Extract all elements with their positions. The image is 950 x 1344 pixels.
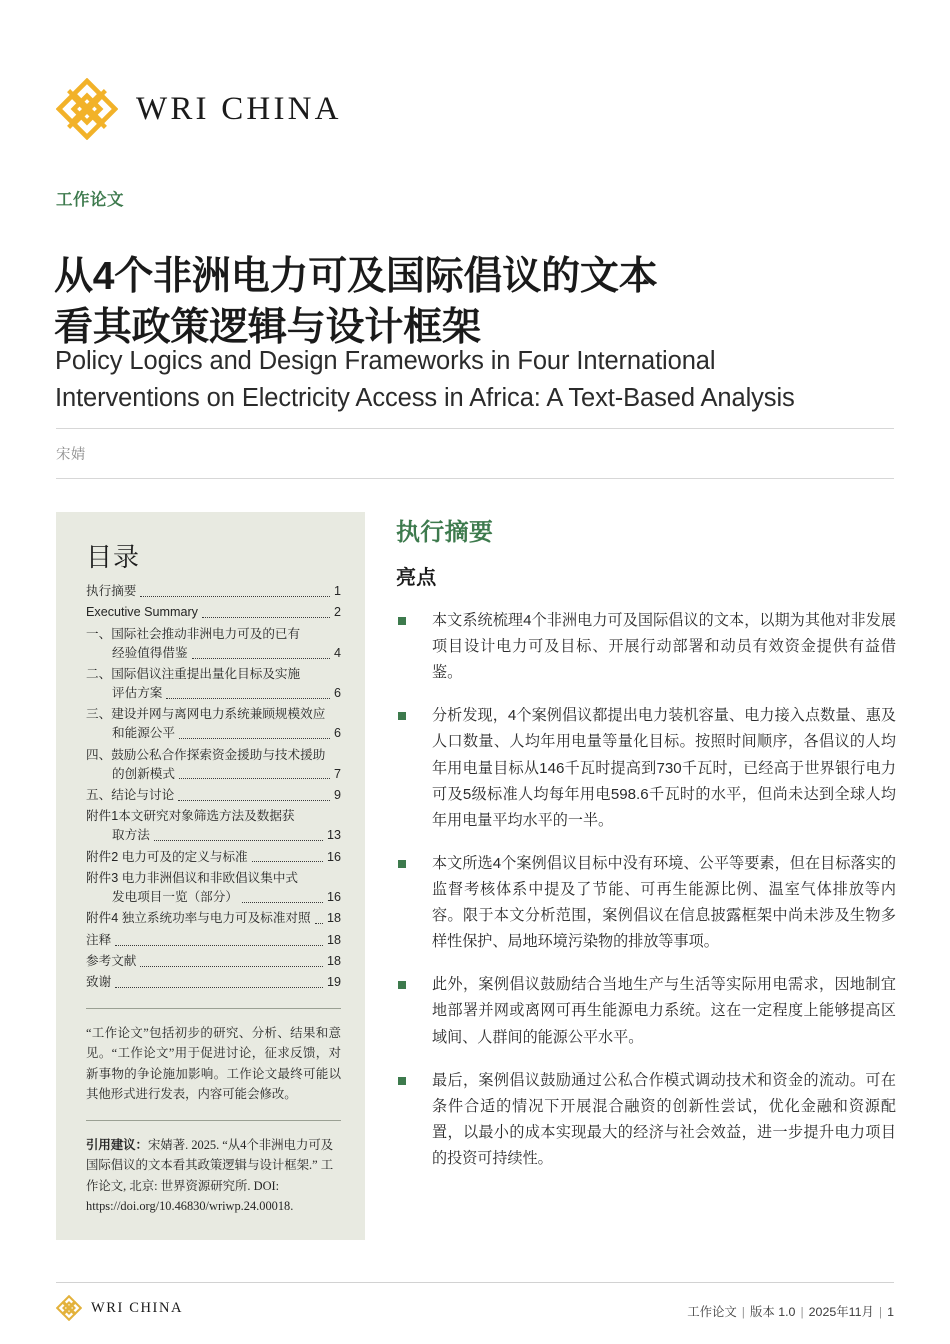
toc-leader-dots [115,986,323,988]
brand-wordmark: WRI CHINA [136,90,342,127]
highlight-text: 最后，案例倡议鼓励通过公私合作模式调动技术和资金的流动。可在条件合适的情况下开展混合融资的创新性尝试，优化金融和资源配置，以最小的成本实现最大的经济与社会效益，进一步提升电力项目的投资可持续性。 [432,1071,896,1167]
toc-leader-dots [179,777,330,779]
footer-version: 版本 1.0 [749,1305,796,1319]
masthead [56,78,342,140]
bullet-square-icon [398,981,406,989]
toc-leader-dots [242,901,323,903]
toc-entry-page: 13 [326,828,341,843]
toc-entry-label: 评估方案 [112,685,163,700]
toc-entry-label: 和能源公平 [112,726,175,741]
toc-leader-dots [140,965,323,967]
working-paper-note: “工作论文”包括初步的研究、分析、结果和意见。“工作论文”用于促进讨论，征求反馈，对新事物的争论施加影响。工作论文最终可能以其他形式进行发表，内容可能会修改。 [86,1026,341,1101]
highlight-text: 本文系统梳理4个非洲电力可及国际倡议的文本，以期为其他对非发展项目设计电力可及目标、开展行动部署和动员有效资金提供有益借鉴。 [432,612,896,682]
toc-entry-label: 附件2 电力可及的定义与标准 [86,849,248,864]
highlight-item [396,972,896,1050]
executive-summary-section [396,512,896,1189]
highlight-text: 分析发现，4个案例倡议都提出电力装机容量、电力接入点数量、惠及人口数量、人均年用电量等量化目标。按照时间顺序，各倡议的人均年用电量目标从146千瓦时提高到730千瓦时，已经高于世界银行电力可及5级标准人均每年用电598.6千瓦时的水平，但尚未达到全球人均年用电量平均水平的一半。 [432,707,896,829]
toc-entry-page: 16 [326,889,341,904]
toc-entry-label: 取方法 [112,828,150,843]
toc-leader-dots [252,860,323,862]
wri-knot-logo-icon-footer [56,1295,82,1321]
toc-entry[interactable] [86,909,341,928]
highlights-subheading: 亮点 [396,567,437,589]
highlight-item [396,608,896,686]
document-type-label: 工作论文 [56,191,124,209]
toc-entry-line[interactable]: 三、建设并网与离网电力系统兼顾规模效应 [86,707,326,722]
title-cn-line-1: 从4个非洲电力可及国际倡议的文本 [54,255,658,299]
toc-entry-page: 4 [333,645,341,660]
toc-entry[interactable] [86,931,341,950]
highlight-item [396,703,896,834]
highlight-text: 本文所选4个案例倡议目标中没有环境、公平等要素，但在目标落实的监督考核体系中提及了节能、可再生能源比例、温室气体排放等内容。限于本文分析范围，案例倡议在信息披露框架中尚未涉及生物多样性保护、局地环境污染物的排放等事项。 [432,854,896,951]
toc-entry[interactable] [86,952,341,971]
citation-label: 引用建议： [86,1137,148,1152]
toc-entry-line[interactable]: 二、国际倡议注重提出量化目标及实施 [86,667,301,682]
toc-entry-label: 五、结论与讨论 [86,787,175,802]
highlight-item [396,851,896,955]
title-en-line-2: Interventions on Electricity Access in Africa: A Text-Based Analysis [55,384,795,413]
toc-title: 目录 [86,542,141,572]
toc-entry-line[interactable]: 四、鼓励公私合作探索资金援助与技术援助 [86,747,326,762]
divider-below-author [56,478,894,479]
toc-entry-label: 致谢 [86,975,112,990]
toc-leader-dots [315,922,323,924]
toc-entry-label: 执行摘要 [86,584,137,598]
bullet-square-icon [398,712,406,720]
toc-entry-page: 6 [333,726,341,741]
toc-entry[interactable] [86,765,341,784]
toc-leader-dots [178,799,330,801]
toc-entry[interactable] [86,684,341,703]
toc-entry-label: 注释 [86,932,112,947]
toc-entry[interactable] [86,888,341,907]
footer-logo [56,1295,183,1321]
toc-leader-dots [192,657,330,659]
toc-entry-page: 18 [326,932,341,947]
wri-knot-logo-icon [56,78,118,140]
toc-entry-line[interactable]: 附件1本文研究对象筛选方法及数据获 [86,809,295,824]
footer-doc-type: 工作论文 [687,1305,737,1319]
title-en-line-1: Policy Logics and Design Frameworks in Four International [55,347,716,375]
footer-metadata [687,1302,894,1320]
toc-divider-1 [86,1008,341,1009]
toc-leader-dots [179,737,330,739]
bullet-square-icon [398,617,406,625]
toc-entry[interactable] [86,786,341,805]
page-title-english [55,343,905,417]
toc-entry-page: 18 [326,954,341,969]
toc-entry-label: Executive Summary [86,605,198,620]
toc-entry-label: 的创新模式 [112,766,175,781]
toc-entry-page: 7 [333,766,341,781]
toc-entry-page: 1 [333,584,341,598]
toc-leader-dots [202,616,330,618]
toc-leader-dots [140,595,330,597]
toc-entry-label: 发电项目一览（部分） [112,889,238,904]
footer-wordmark: WRI CHINA [91,1299,184,1316]
footer-page-number: 1 [887,1305,894,1319]
toc-entry[interactable] [86,724,341,743]
toc-entry-label: 经验值得借鉴 [112,645,188,660]
footer-separator-3: | [878,1305,883,1319]
divider-above-author [56,428,894,429]
suggested-citation [86,1135,341,1217]
toc-entry-label: 参考文献 [86,954,137,969]
highlight-text: 此外，案例倡议鼓励结合当地生产与生活等实际用电需求，因地制宜地部署并网或离网可再生能源电力系统。这在一定程度上能够提高区域间、人群间的能源公平水平。 [432,976,896,1046]
toc-entry[interactable] [86,582,341,601]
bullet-square-icon [398,860,406,868]
toc-entry-page: 6 [333,685,341,700]
highlight-item [396,1068,896,1172]
toc-leader-dots [115,944,323,946]
footer-separator-1: | [741,1305,745,1319]
toc-entry-page: 9 [333,787,341,802]
page-title-chinese [54,252,884,353]
executive-summary-heading: 执行摘要 [396,519,494,546]
toc-list [86,582,341,992]
toc-entry-page: 18 [326,911,341,926]
author-name: 宋婧 [56,447,86,463]
title-cn-line-2: 看其政策逻辑与设计框架 [54,305,481,349]
bullet-square-icon [398,1077,406,1085]
toc-leader-dots [166,697,330,699]
toc-entry-page: 2 [333,605,341,620]
footer-date: 2025年11月 [808,1305,874,1319]
toc-divider-2 [86,1120,341,1121]
toc-entry[interactable] [86,848,341,867]
footer-divider [56,1282,894,1283]
table-of-contents-panel [56,512,365,1240]
toc-entry[interactable] [86,603,341,622]
toc-entry-line[interactable]: 附件3 电力非洲倡议和非欧倡议集中式 [86,870,299,885]
toc-entry[interactable] [86,826,341,845]
toc-leader-dots [154,839,323,841]
footer-separator-2: | [800,1305,804,1319]
citation-text: 宋婧著. 2025. “从4个非洲电力可及国际倡议的文本看其政策逻辑与设计框架.” 工作论文, 北京: 世界资源研究所. DOI: https://doi.org/10.46830/wriwp.24.00018. [86,1137,334,1214]
highlights-list [396,608,896,1172]
toc-entry-label: 附件4 独立系统功率与电力可及标准对照 [86,911,311,926]
toc-entry-page: 19 [326,975,341,990]
toc-entry[interactable] [86,644,341,663]
toc-entry-page: 16 [326,849,341,864]
toc-entry-line[interactable]: 一、国际社会推动非洲电力可及的已有 [86,626,301,641]
toc-entry[interactable] [86,973,341,992]
